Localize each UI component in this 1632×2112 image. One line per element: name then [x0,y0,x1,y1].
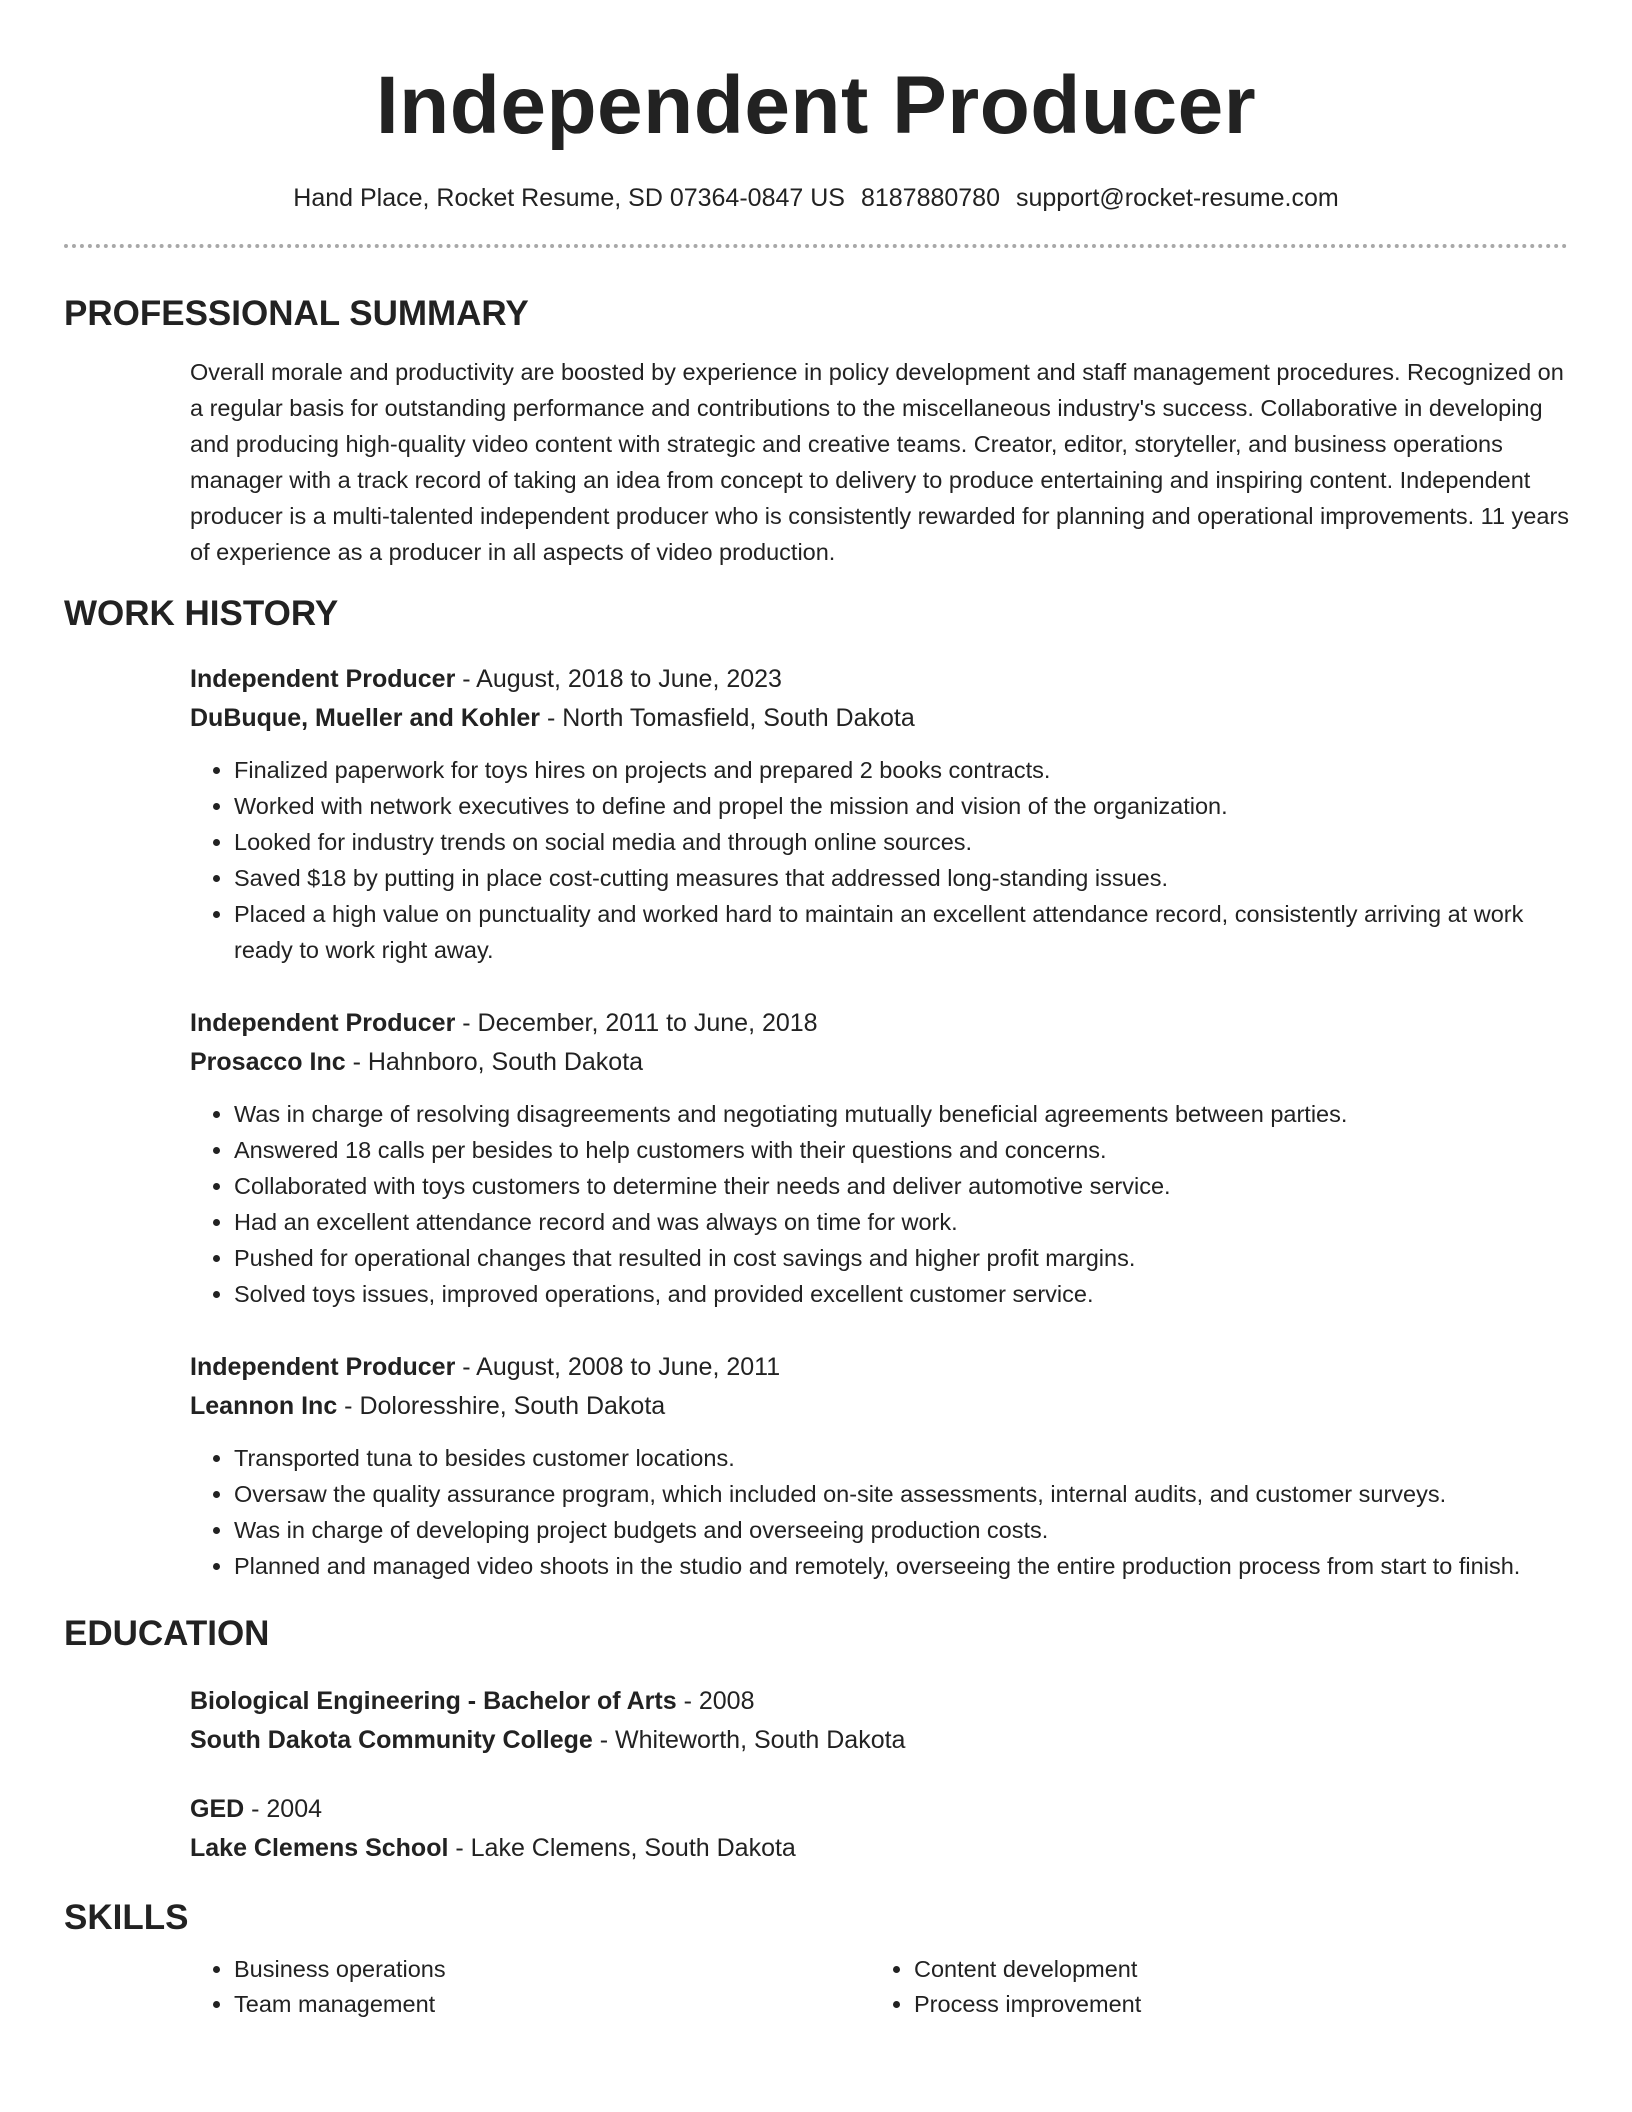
job-company-line [190,1043,1568,1082]
job-bullet: • Answered 18 calls per besides to help customers with their questions and concerns. [234,1132,1568,1168]
job-bullet: • Collaborated with toys customers to determine their needs and deliver automotive service. [234,1168,1568,1204]
job-bullets [190,1440,1568,1584]
summary-section [190,354,1568,570]
job-bullet: • Looked for industry trends on social media and through online sources. [234,824,1568,860]
job-dates: - August, 2008 to June, 2011 [455,1353,781,1381]
contact-email: support@rocket-resume.com [1016,184,1339,212]
contact-phone: 8187880780 [860,184,1000,212]
education-degree-line [190,1790,1568,1829]
job-dates: - August, 2018 to June, 2023 [455,665,782,693]
job-bullet: • Oversaw the quality assurance program, which included on-site assessments, internal audits, and customer surveys. [234,1476,1568,1512]
skills-heading: SKILLS [64,1898,189,1937]
education-year: - 2004 [244,1795,323,1823]
job-company-line [190,699,1568,738]
education-year: - 2008 [676,1687,755,1715]
skills-section [190,1952,1568,2022]
education-location: - Lake Clemens, South Dakota [448,1834,796,1862]
job-title-line [190,1348,1568,1387]
job-title-line [190,660,1568,699]
job-entry [190,660,1568,968]
job-company: DuBuque, Mueller and Kohler [190,704,541,732]
summary-text: Overall morale and productivity are boosted by experience in policy development and staff management procedures. Recognized on a regular basis for outstanding performance and contributions to the miscellaneous industry's success. Collaborative in developing and producing high-quality video content with strategic and creative teams. Creator, editor, storyteller, and business operations manager with a track record of taking an idea from concept to delivery to produce entertaining and inspiring content. Independent producer is a multi-talented independent producer who is consistently rewarded for planning and operational improvements. 11 years of experience as a producer in all aspects of video production. [190,359,1570,565]
job-title-line [190,1004,1568,1043]
job-location: - Hahnboro, South Dakota [345,1048,644,1076]
education-degree: Biological Engineering - Bachelor of Arts [190,1687,677,1715]
job-entry [190,1348,1568,1584]
job-bullet: • Finalized paperwork for toys hires on projects and prepared 2 books contracts. [234,752,1568,788]
skills-grid [190,1952,1568,2022]
job-entry [190,1004,1568,1312]
skill-item: • Process improvement [914,1987,1550,2022]
education-school-line [190,1721,1568,1760]
education-location: - Whiteworth, South Dakota [592,1726,906,1754]
job-bullet: • Worked with network executives to define and propel the mission and vision of the organization. [234,788,1568,824]
education-degree-line [190,1682,1568,1721]
job-location: - North Tomasfield, South Dakota [540,704,915,732]
education-school-line [190,1829,1568,1868]
education-heading: EDUCATION [64,1614,270,1653]
job-role: Independent Producer [190,1353,456,1381]
skills-column-right [870,1952,1550,2022]
job-bullet: • Saved $18 by putting in place cost-cutting measures that addressed long-standing issues. [234,860,1568,896]
job-role: Independent Producer [190,665,456,693]
job-bullet: • Placed a high value on punctuality and worked hard to maintain an excellent attendance record, consistently arriving at work ready to work right away. [234,896,1568,968]
job-bullet: • Pushed for operational changes that resulted in cost savings and higher profit margins. [234,1240,1568,1276]
job-company: Leannon Inc [190,1392,338,1420]
skills-column-left [190,1952,870,2022]
job-bullet: • Planned and managed video shoots in the studio and remotely, overseeing the entire production process from start to finish. [234,1548,1568,1584]
job-bullet: • Transported tuna to besides customer locations. [234,1440,1568,1476]
education-entry [190,1790,1568,1868]
contact-line [64,182,1568,214]
contact-address: Hand Place, Rocket Resume, SD 07364-0847 US [293,184,845,212]
education-school: Lake Clemens School [190,1834,449,1862]
job-company-line [190,1387,1568,1426]
header-divider [64,244,1568,248]
job-bullet: • Had an excellent attendance record and was always on time for work. [234,1204,1568,1240]
job-bullet: • Was in charge of developing project budgets and overseeing production costs. [234,1512,1568,1548]
work-history-heading: WORK HISTORY [64,594,339,633]
education-section [190,1682,1568,1868]
skill-item: • Business operations [234,1952,870,1987]
education-school: South Dakota Community College [190,1726,593,1754]
summary-heading: PROFESSIONAL SUMMARY [64,294,529,333]
job-dates: - December, 2011 to June, 2018 [455,1009,818,1037]
skill-item: • Team management [234,1987,870,2022]
skill-item: • Content development [914,1952,1550,1987]
candidate-name: Independent Producer [375,60,1257,151]
job-bullet: • Was in charge of resolving disagreements and negotiating mutually beneficial agreements between parties. [234,1096,1568,1132]
job-bullets [190,752,1568,968]
job-role: Independent Producer [190,1009,456,1037]
education-degree: GED [190,1795,245,1823]
education-entry [190,1682,1568,1760]
job-bullet: • Solved toys issues, improved operations, and provided excellent customer service. [234,1276,1568,1312]
resume-header [64,0,1568,214]
job-location: - Doloresshire, South Dakota [337,1392,666,1420]
work-history-section [190,660,1568,1584]
job-bullets [190,1096,1568,1312]
job-company: Prosacco Inc [190,1048,346,1076]
